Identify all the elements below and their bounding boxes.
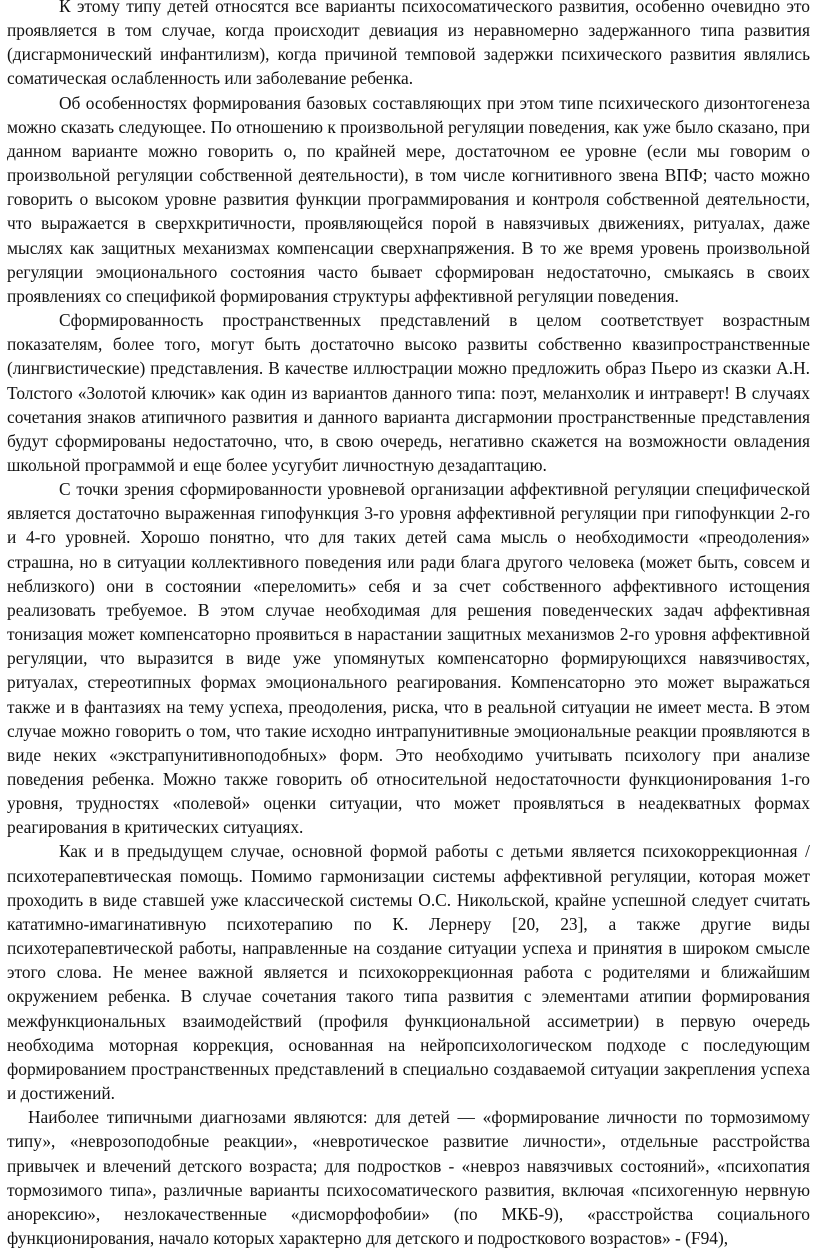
paragraph-5: Как и в предыдущем случае, основной формой работы с детьми является психокоррекционная / психотерапевтическая помощь. Помимо гармонизации системы аффективной регуляции, которая может проходить в виде ставшей уже классической системы О.С. Никольской, крайне успешной следует считать кататимно-имагинативную психотерапию по К. Лернеру [20, 23], а также другие виды психотерапевтической работы, направленные на создание ситуации успеха и принятия в широком смысле этого слова. Не менее важной является и психокоррекционная работа с родителями и ближайшим окружением ребенка. В случае сочетания такого типа развития с элементами атипии формирования межфункциональных взаимодействий (профиля функциональной ассиметрии) в первую очередь необходима моторная коррекция, основанная на нейропсихологическом подходе с последующим формированием пространственных представлений в специально создаваемой ситуации закрепления успеха и достижений. xyxy=(7,841,810,1104)
paragraph-2: Об особенностях формирования базовых составляющих при этом типе психического дизонтогенеза можно сказать следующее. По отношению к произвольной регуляции поведения, как уже было сказано, при данном варианте можно говорить о, по крайней мере, достаточном ее уровне (если мы говорим о произвольной регуляции собственной деятельности), в том числе когнитивного звена ВПФ; часто можно говорить о высоком уровне развития функции программирования и контроля собственной деятельности, что выражается в сверхкритичности, проявляющейся порой в навязчивых движениях, ритуалах, даже мыслях как защитных механизмах компенсации сверхнапряжения. В то же время уровень произвольной регуляции эмоционального состояния часто бывает сформирован недостаточно, смыкаясь в своих проявлениях со спецификой формирования структуры аффективной регуляции поведения. xyxy=(7,92,810,306)
paragraph-3: Сформированность пространственных представлений в целом соответствует возрастным показателям, более того, могут быть достаточно высоко развиты собственно квазипространственные (лингвистические) представления. В качестве иллюстрации можно предложить образ Пьеро из сказки А.Н. Толстого «Золотой ключик» как один из вариантов данного типа: поэт, меланхолик и интраверт! В случаях сочетания знаков атипичного развития и данного варианта дисгармонии пространственные представления будут сформированы недостаточно, что, в свою очередь, негативно скажется на возможности овладения школьной программой и еще более усугубит личностную дезадаптацию. xyxy=(7,310,810,475)
paragraph-1: К этому типу детей относятся все варианты психосоматического развития, особенно очевидно это проявляется в том случае, когда происходит девиация из неравномерно задержанного типа развития (дисгармонический инфантилизм), когда причиной темповой задержки психического развития являлись соматическая ослабленность или заболевание ребенка. xyxy=(7,0,810,89)
paragraph-6: Наиболее типичными диагнозами являются: для детей — «формирование личности по тормозимому типу», «неврозоподобные реакции», «невротическое развитие личности», отдельные расстройства привычек и влечений детского возраста; для подростков - «невроз навязчивых состояний», «психопатия тормозимого типа», различные варианты психосоматического развития, включая «психогенную нервную анорексию», незлокачественные «дисморфофобии» (по МКБ-9), «расстройства социального функционирования, начало которых характерно для детского и подросткового возрастов» - (F94), xyxy=(7,1107,810,1248)
paragraph-4: С точки зрения сформированности уровневой организации аффективной регуляции специфической является достаточно выраженная гипофункция 3-го уровня аффективной регуляции при гипофункции 2-го и 4-го уровней. Хорошо понятно, что для таких детей сама мысль о необходимости «преодоления» страшна, но в ситуации коллективного поведения или ради блага другого человека (может быть, совсем и неблизкого) они в состоянии «переломить» себя и за счет собственного аффективного истощения реализовать требуемое. В этом случае необходимая для решения поведенческих задач аффективная тонизация может компенсаторно проявиться в нарастании защитных механизмов 2-го уровня аффективной регуляции, что выразится в виде уже упомянутых компенсаторно формирующихся навязчивостях, ритуалах, стереотипных формах эмоционального реагирования. Компенсаторно это может выражаться также и в фантазиях на тему успеха, преодоления, риска, что в реальной ситуации не имеет места. В этом случае можно говорить о том, что такие исходно интрапунитивные эмоциональные реакции проявляются в виде неких «экстрапунитивноподобных» форм. Это необходимо учитывать психологу при анализе поведения ребенка. Можно также говорить об относительной недостаточности функционирования 1-го уровня, трудностях «полевой» оценки ситуации, что может проявляться в неадекватных формах реагирования в критических ситуациях. xyxy=(7,479,810,838)
